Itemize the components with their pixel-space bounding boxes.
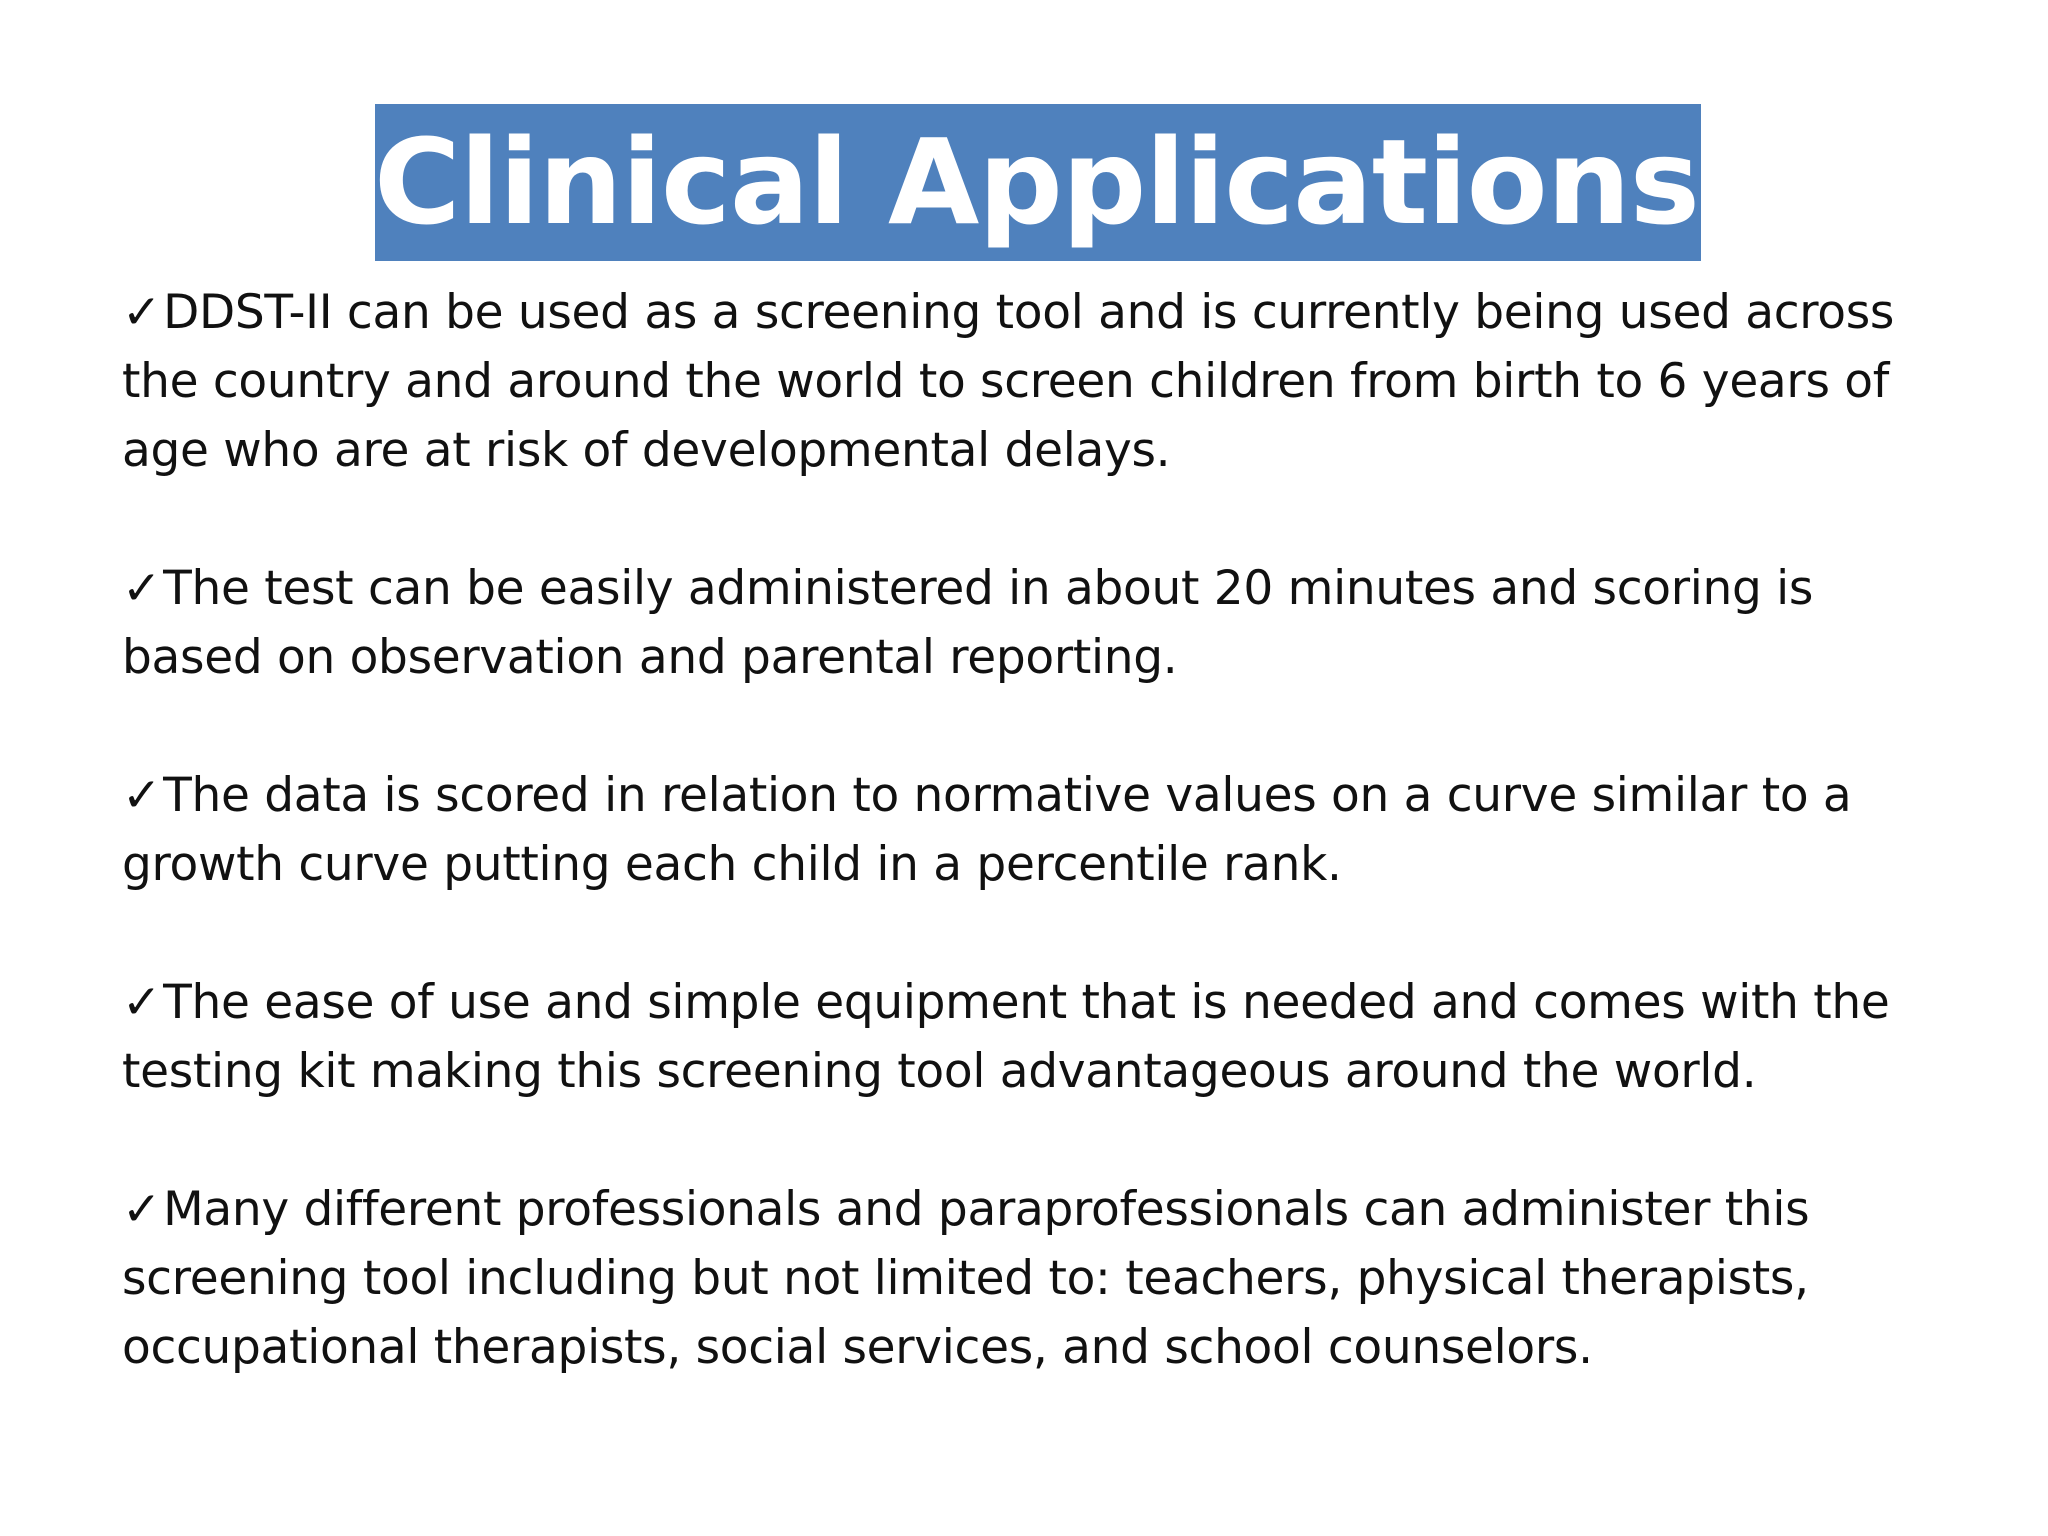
bullet-list: [122, 278, 1952, 1382]
bullet-text: Many different professionals and paraprofessionals can administer this screening tool including but not limited to: teachers, physical therapists, occupational therapists, social services, and school counselors.: [122, 1182, 1810, 1375]
bullet-item: [122, 554, 1952, 692]
slide-title: Clinical Applications:: [374, 113, 1746, 251]
checkmark-icon: ✓: [122, 561, 162, 616]
bullet-text: DDST-II can be used as a screening tool and is currently being used across the country and around the world to screen children from birth to 6 years of age who are at risk of developmental delays.: [122, 285, 1895, 478]
checkmark-icon: ✓: [122, 1182, 162, 1237]
bullet-text: The data is scored in relation to normative values on a curve similar to a growth curve putting each child in a percentile rank.: [122, 768, 1852, 892]
bullet-item: [122, 1175, 1952, 1382]
checkmark-icon: ✓: [122, 768, 162, 823]
bullet-item: [122, 761, 1952, 899]
bullet-text: The ease of use and simple equipment that is needed and comes with the testing kit making this screening tool advantageous around the world.: [122, 975, 1890, 1099]
bullet-item: [122, 278, 1952, 485]
checkmark-icon: ✓: [122, 975, 162, 1030]
checkmark-icon: ✓: [122, 285, 162, 340]
bullet-item: [122, 968, 1952, 1106]
bullet-text: The test can be easily administered in about 20 minutes and scoring is based on observation and parental reporting.: [122, 561, 1814, 685]
